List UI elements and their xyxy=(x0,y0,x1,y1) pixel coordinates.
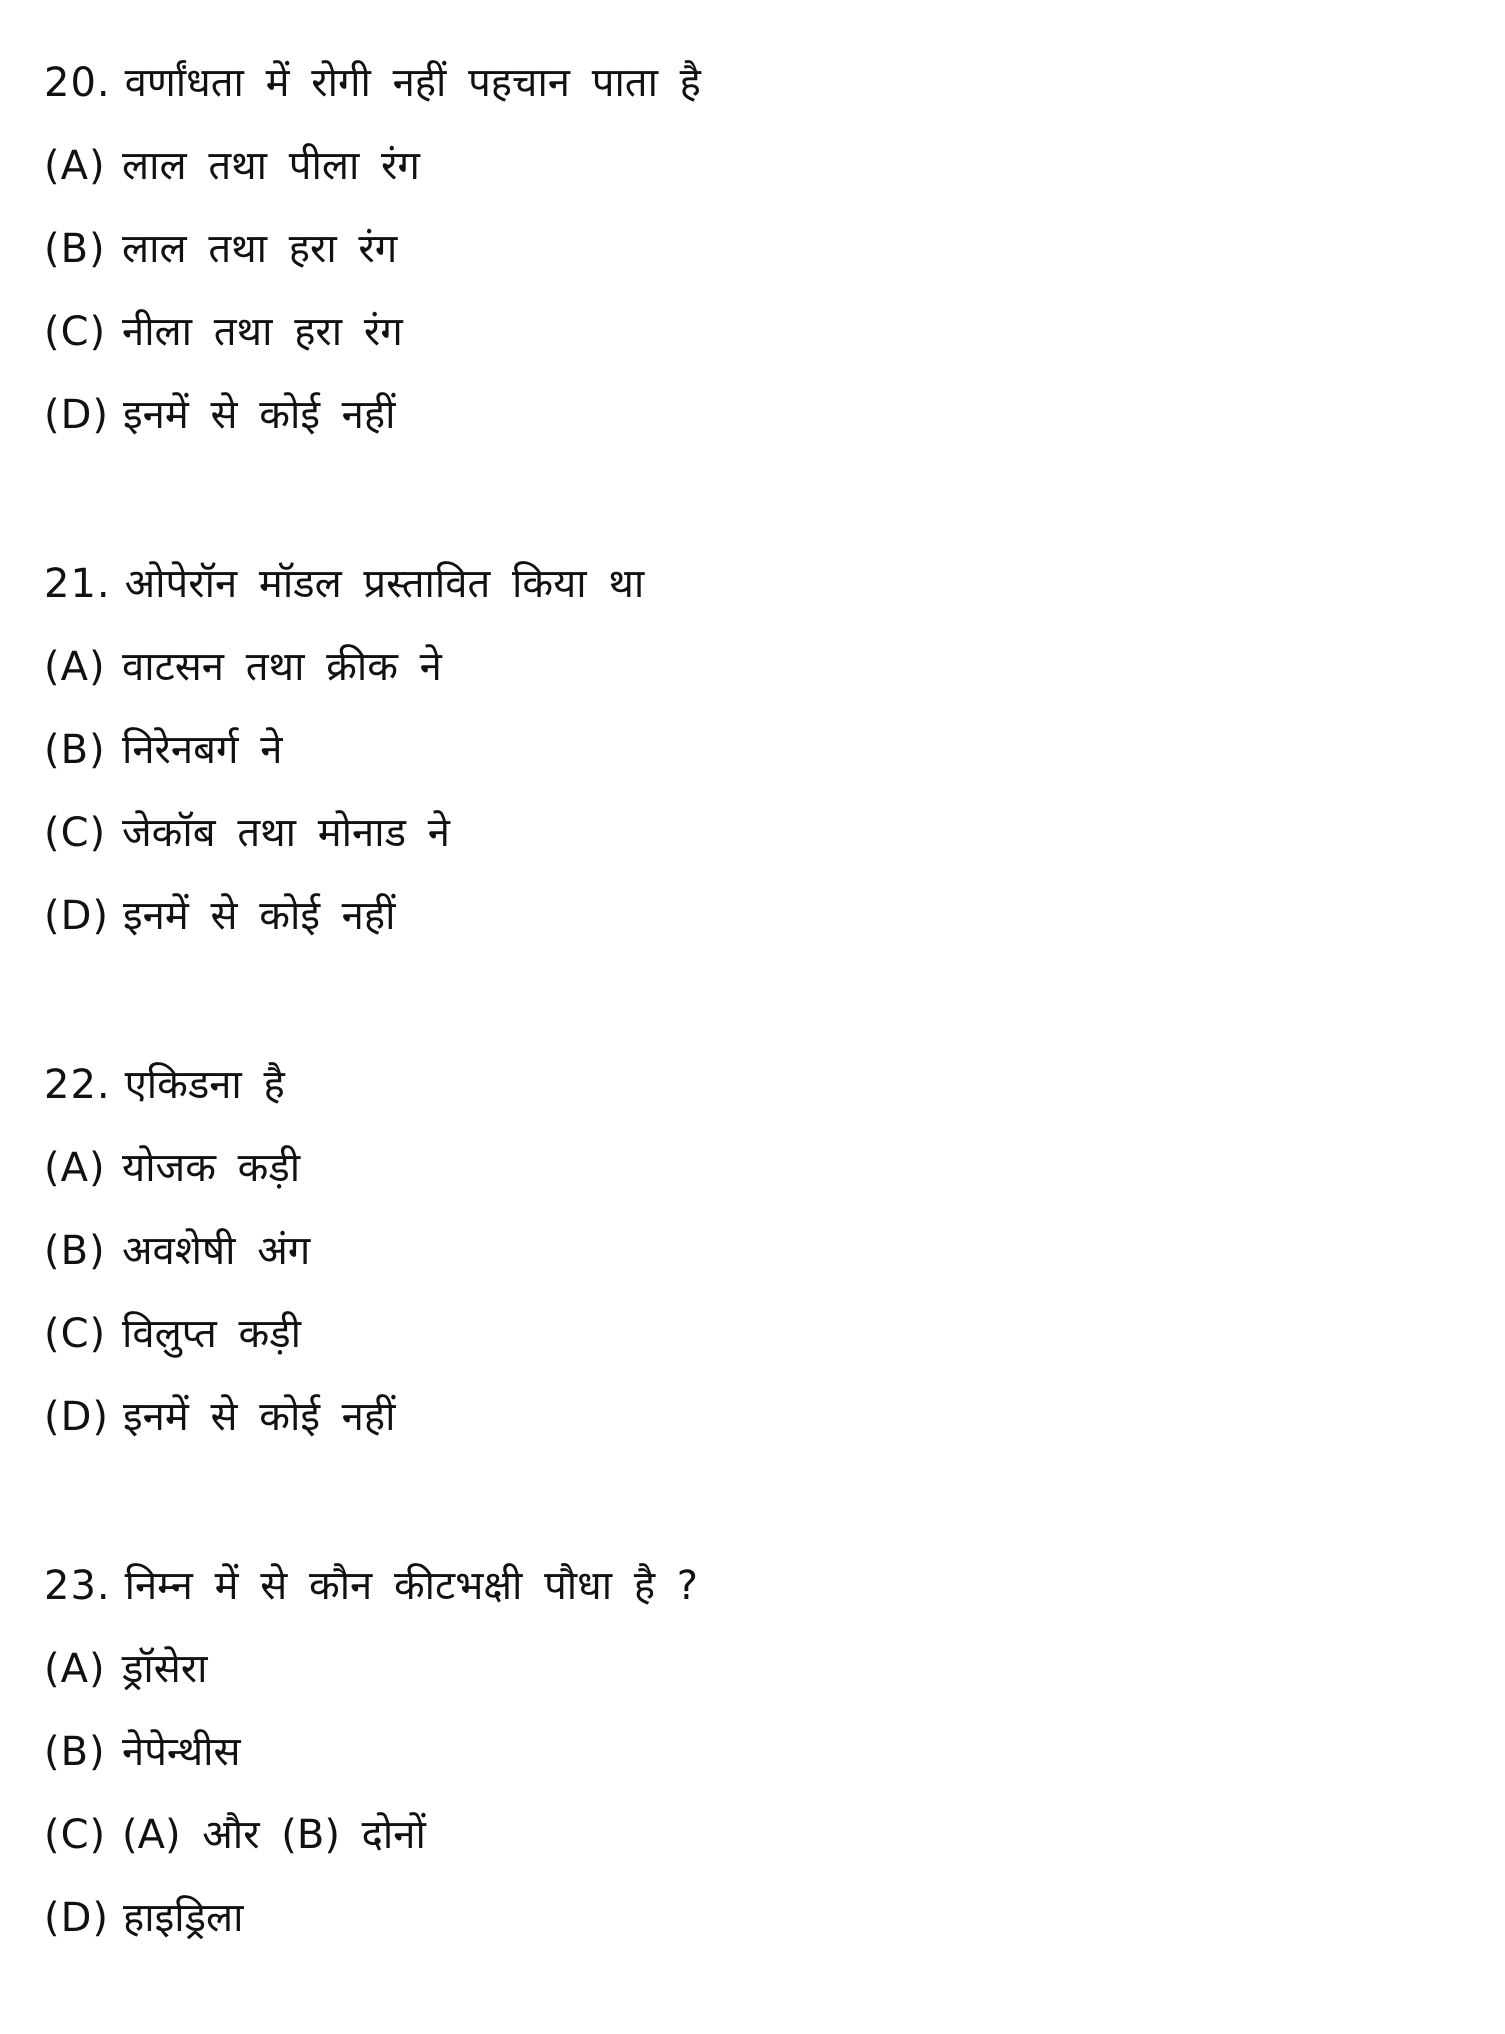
option-text: वाटसन तथा क्रीक ने xyxy=(122,644,442,690)
option-text: नीला तथा हरा रंग xyxy=(122,309,403,355)
question-number: 22. xyxy=(44,1062,111,1108)
option-row-c xyxy=(44,792,1475,875)
option-text: निरेनबर्ग ने xyxy=(122,727,283,773)
option-label: (C) xyxy=(44,1812,107,1858)
question-number: 21. xyxy=(44,561,111,607)
option-text: लाल तथा हरा रंग xyxy=(122,226,398,272)
option-label: (A) xyxy=(44,1646,106,1692)
option-row-a xyxy=(44,626,1475,709)
option-text: हाइड्रिला xyxy=(123,1895,244,1941)
option-row-b xyxy=(44,709,1475,792)
option-label: (B) xyxy=(44,727,106,773)
question-number: 23. xyxy=(44,1563,111,1609)
option-text: लाल तथा पीला रंग xyxy=(122,143,420,189)
option-row-b xyxy=(44,208,1475,291)
question-line xyxy=(44,543,1475,626)
question-block-20 xyxy=(44,42,1475,457)
option-text: जेकॉब तथा मोनाड ने xyxy=(122,810,450,856)
option-label: (C) xyxy=(44,810,107,856)
option-text: विलुप्त कड़ी xyxy=(122,1311,302,1357)
question-text: वर्णांधता में रोगी नहीं पहचान पाता है xyxy=(124,60,701,106)
option-label: (D) xyxy=(44,893,110,939)
option-row-d xyxy=(44,1376,1475,1459)
option-text: ड्रॉसेरा xyxy=(122,1646,208,1692)
question-line xyxy=(44,1044,1475,1127)
option-label: (A) xyxy=(44,1145,106,1191)
option-text: अवशेषी अंग xyxy=(122,1228,311,1274)
option-label: (B) xyxy=(44,226,106,272)
option-row-c xyxy=(44,1794,1475,1877)
option-label: (D) xyxy=(44,392,110,438)
question-block-23 xyxy=(44,1545,1475,1960)
option-label: (D) xyxy=(44,1895,110,1941)
option-text: योजक कड़ी xyxy=(122,1145,301,1191)
option-text: (A) और (B) दोनों xyxy=(122,1812,426,1858)
option-row-c xyxy=(44,291,1475,374)
option-row-a xyxy=(44,1127,1475,1210)
option-label: (A) xyxy=(44,644,106,690)
option-label: (B) xyxy=(44,1729,106,1775)
option-row-c xyxy=(44,1293,1475,1376)
option-row-d xyxy=(44,875,1475,958)
question-block-22 xyxy=(44,1044,1475,1459)
option-text: इनमें से कोई नहीं xyxy=(123,1394,396,1440)
question-text: ओपेरॉन मॉडल प्रस्तावित किया था xyxy=(124,561,645,607)
question-text: एकिडना है xyxy=(124,1062,285,1108)
question-line xyxy=(44,1545,1475,1628)
question-block-21 xyxy=(44,543,1475,958)
option-text: नेपेन्थीस xyxy=(122,1729,241,1775)
option-label: (C) xyxy=(44,1311,107,1357)
option-text: इनमें से कोई नहीं xyxy=(123,893,396,939)
option-label: (B) xyxy=(44,1228,106,1274)
option-row-d xyxy=(44,374,1475,457)
option-row-a xyxy=(44,1628,1475,1711)
question-text: निम्न में से कौन कीटभक्षी पौधा है ? xyxy=(124,1563,699,1609)
option-label: (A) xyxy=(44,143,106,189)
option-row-b xyxy=(44,1711,1475,1794)
option-text: इनमें से कोई नहीं xyxy=(123,392,396,438)
option-row-b xyxy=(44,1210,1475,1293)
option-row-d xyxy=(44,1877,1475,1960)
question-number: 20. xyxy=(44,60,111,106)
question-line xyxy=(44,42,1475,125)
option-label: (D) xyxy=(44,1394,110,1440)
option-row-a xyxy=(44,125,1475,208)
option-label: (C) xyxy=(44,309,107,355)
